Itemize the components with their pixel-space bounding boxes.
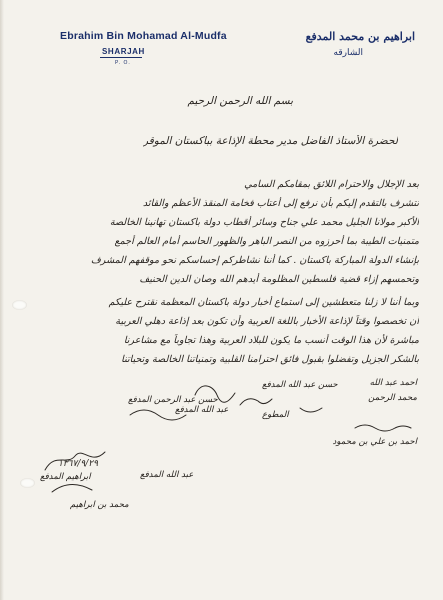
- body-line: مباشرة لأن هذا الوقت أنسب ما يكون للبلاد العربية وهذا تجاوباً مع مشاعرنا: [123, 335, 419, 346]
- letterhead-po-box: P. O.: [115, 60, 131, 66]
- signature: محمد بن ابراهيم: [70, 500, 129, 510]
- signature: احمد عبد الله: [369, 378, 417, 388]
- signature: حسن عبد الله المدفع: [262, 380, 338, 390]
- punch-hole: [20, 478, 35, 488]
- signature: ابراهيم المدفع: [40, 472, 91, 482]
- body-line: بالشكر الجزيل وتفضلوا بقبول فائق احترامنا القلبية وتمنياتنا الخالصة وتحياتنا: [121, 354, 419, 365]
- punch-hole: [12, 300, 27, 310]
- signature: محمد الرحمن: [368, 393, 417, 403]
- signature: احمد بن علي بن محمود: [332, 437, 417, 447]
- signature: عبد الله المدفع: [175, 405, 229, 415]
- letterhead-arabic-name: ابراهيم بن محمد المدفع: [305, 30, 415, 43]
- letter-date: ١٣٦٧/٩/٢٩: [58, 459, 98, 469]
- basmala: بسم الله الرحمن الرحيم: [187, 95, 293, 107]
- signature: عبد الله المدفع: [140, 470, 194, 480]
- page-edge: [0, 0, 4, 600]
- letterhead-english-city: SHARJAH: [102, 47, 145, 56]
- signature: حسن عبد الرحمن المدفع: [128, 395, 218, 405]
- addressee-line: لحضرة الأستاذ الفاضل مدير محطة الإذاعة بباكستان الموقر: [142, 135, 398, 147]
- letterhead-arabic-city: الشارقه: [333, 48, 363, 58]
- body-line: نتشرف بالتقدم إليكم بأن نرفع إلى أعتاب فخامة المنقذ الأعظم والقائد: [142, 198, 419, 209]
- body-line: متمنيات الطيبة بما أحرزوه من النصر الباهر والظهور الحاسم أمام العالم أجمع: [114, 236, 419, 247]
- body-line: بإنشاء الدولة المباركة باكستان . كما أننا نشاطركم إحساسكم نحو موقفهم المشرف: [90, 255, 419, 266]
- letterhead-english-name: Ebrahim Bin Mohamad Al-Mudfa: [60, 30, 227, 42]
- signature: المطوع: [262, 410, 289, 420]
- body-line: أن تخصصوا وقتاً لإذاعة الأخبار باللغة العربية وأن تكون بعد إذاعة دهلي العربية: [115, 316, 419, 327]
- body-line: بعد الإجلال والاحترام اللائق بمقامكم السامي: [244, 179, 419, 190]
- body-line: وتحمسهم إزاء قضية فلسطين المظلومة أيدهم الله وصان الدين الحنيف: [139, 274, 419, 285]
- body-line: الأكبر مولانا الجليل محمد علي جناح وسائر أقطاب دولة باكستان تهانينا الخالصة: [109, 217, 419, 228]
- body-line: وبما أننا لا زلنا متعطشين إلى استماع أخبار دولة باكستان المعظمة نقترح عليكم: [108, 297, 419, 308]
